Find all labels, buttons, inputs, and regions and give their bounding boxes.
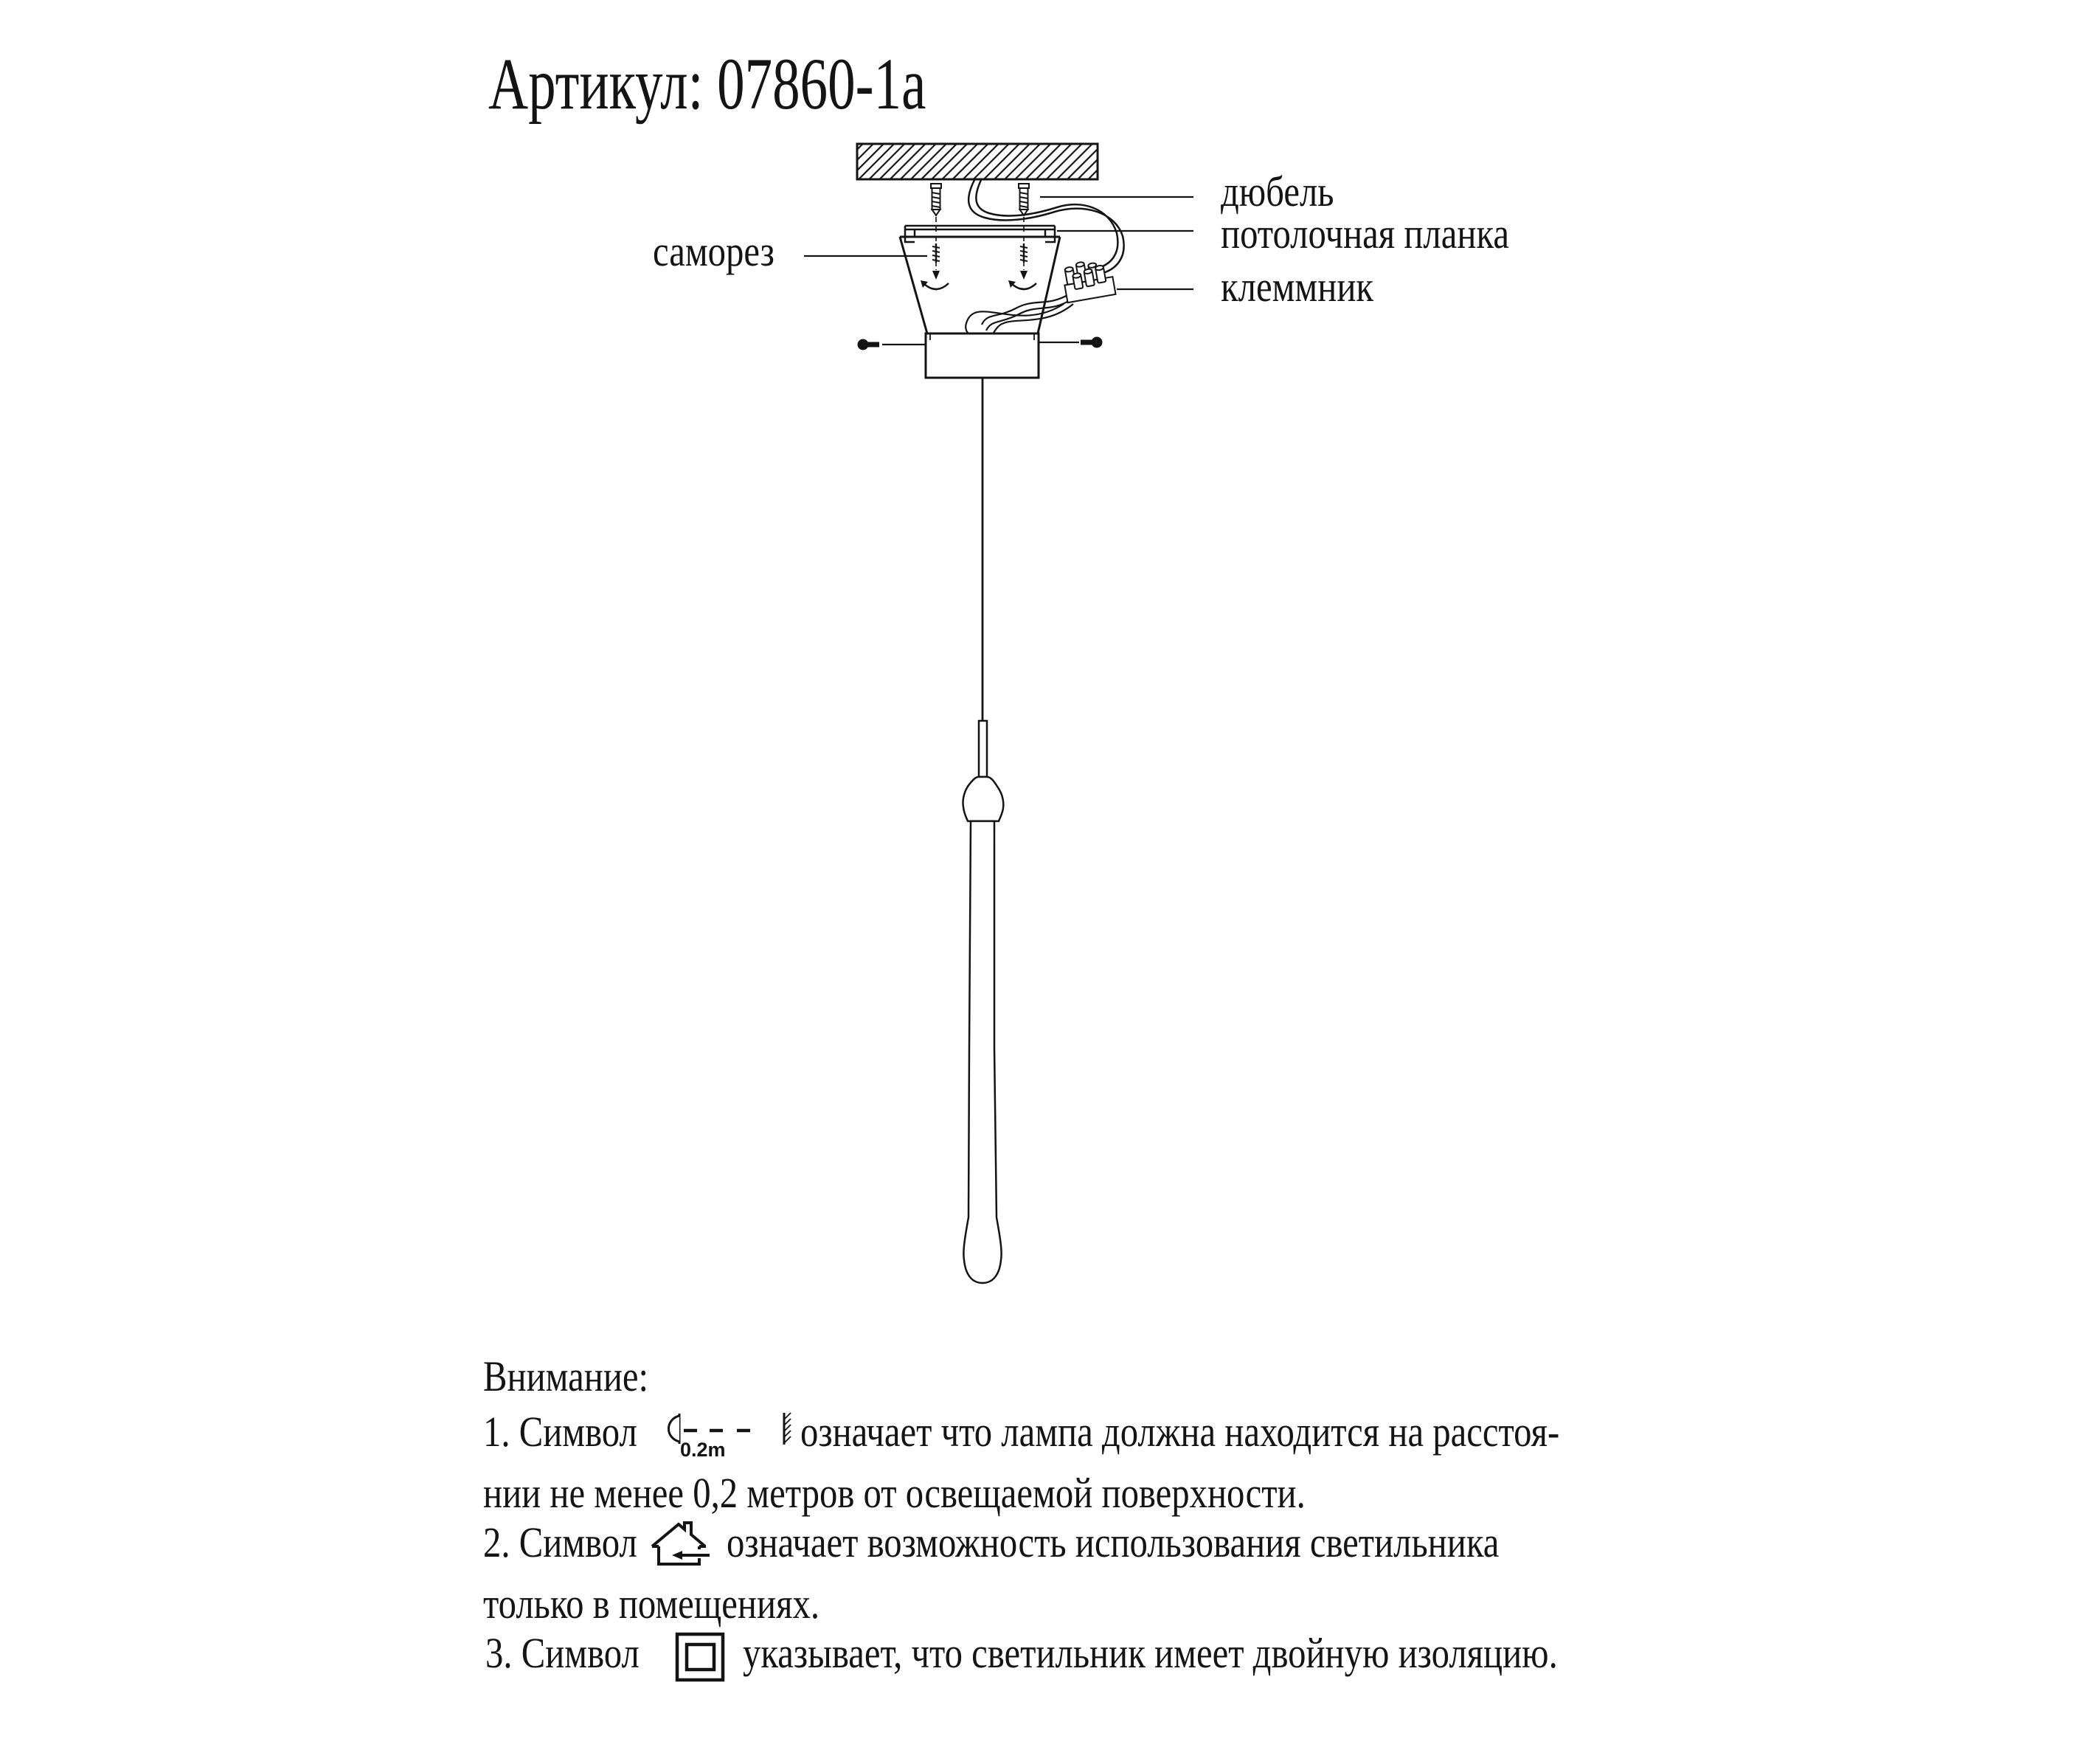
power-cable <box>968 180 1123 274</box>
pendant-tube-lamp <box>963 821 1001 1283</box>
note1-prefix: 1. Символ <box>483 1408 637 1456</box>
ceiling-bracket <box>905 226 1055 242</box>
note2-text: означает возможность использования светильника <box>727 1518 1500 1566</box>
side-screw-left <box>858 339 926 350</box>
note1-text: означает что лампа должна находится на расстоя- <box>800 1408 1560 1456</box>
canopy-cup <box>926 333 1039 378</box>
dowel-anchor-left <box>931 184 941 215</box>
label-terminal-block: клеммник <box>1221 263 1374 311</box>
note1-text-line2: нии не менее 0,2 метров от освещаемой поверхности. <box>483 1469 1306 1517</box>
notes-heading: Внимание: <box>483 1352 649 1400</box>
dowel-anchor-right <box>1019 184 1029 215</box>
note2-text-line2: только в помещениях. <box>483 1580 820 1628</box>
canopy-wires <box>966 294 1073 337</box>
note3-prefix: 3. Символ <box>485 1629 640 1677</box>
double-insulation-icon <box>677 1634 723 1680</box>
min-distance-value: 0.2m <box>680 1439 726 1461</box>
socket-holder <box>963 777 1003 821</box>
label-ceiling-plate: потолочная планка <box>1221 210 1510 257</box>
note3-text: указывает, что светильник имеет двойную изоляцию. <box>743 1629 1558 1677</box>
note2-prefix: 2. Символ <box>483 1518 637 1566</box>
page-title: Артикул: 07860-1a <box>488 43 926 125</box>
label-dowel: дюбель <box>1221 167 1334 215</box>
mounting-screw-left <box>921 217 949 289</box>
side-screw-right <box>1039 337 1103 348</box>
mounting-screw-right <box>1008 217 1036 289</box>
cord-stem <box>979 721 987 777</box>
ceiling-surface <box>857 144 1098 179</box>
label-screw: саморез <box>653 227 774 275</box>
indoor-only-icon <box>652 1523 710 1564</box>
